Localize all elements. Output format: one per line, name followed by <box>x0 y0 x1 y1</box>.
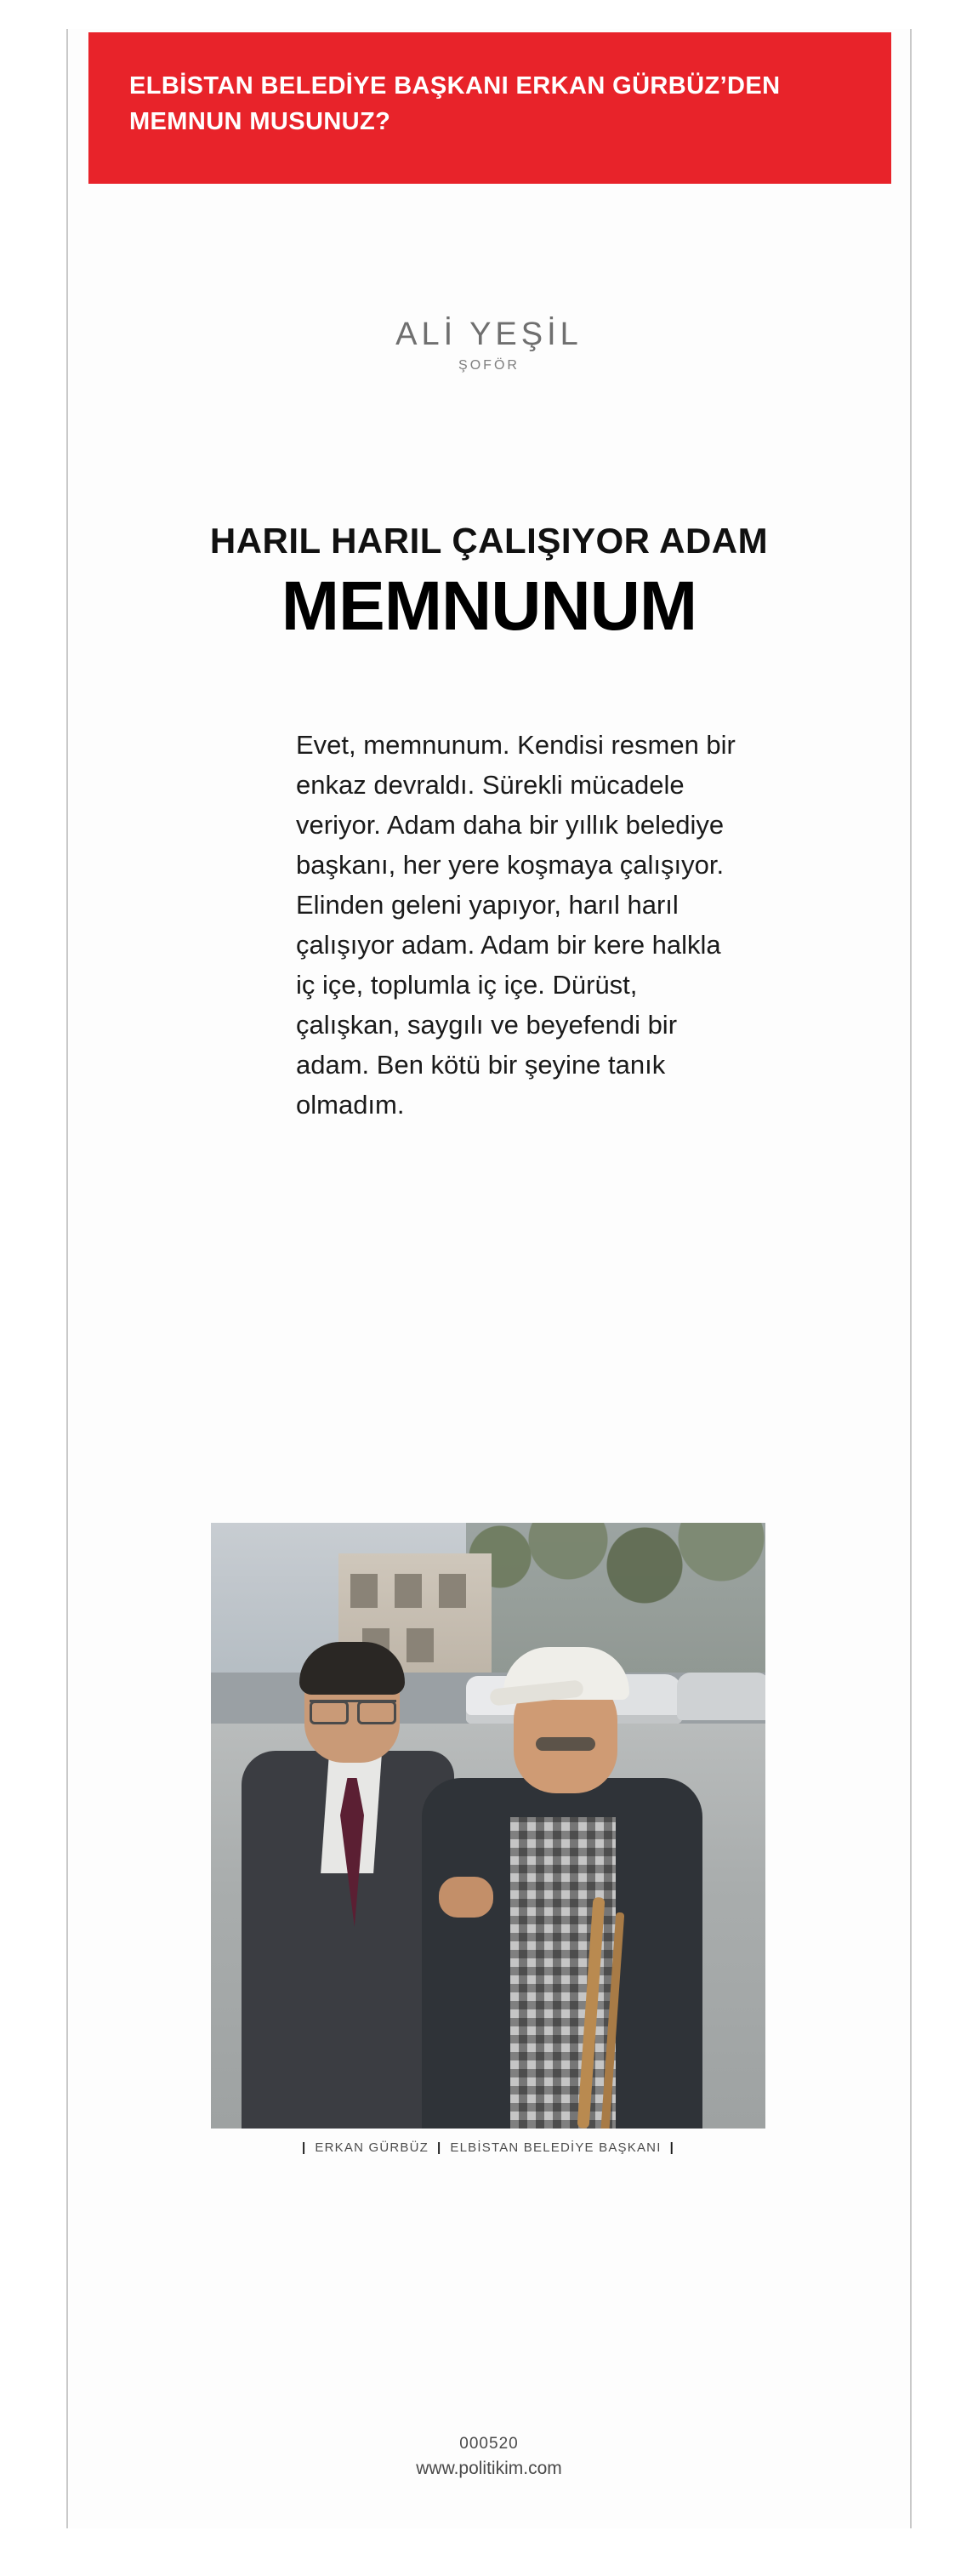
byline <box>0 316 978 373</box>
byline-role: ŞOFÖR <box>458 358 520 373</box>
footer-website[interactable]: www.politikim.com <box>416 2459 562 2478</box>
photo-citizen-cap <box>503 1647 629 1700</box>
photo-image <box>211 1523 765 2129</box>
photo-caption <box>211 2140 765 2155</box>
byline-name: ALİ YEŞİL <box>395 316 583 352</box>
caption-divider-left: | <box>302 2140 307 2155</box>
footer <box>0 2435 978 2479</box>
photo-figure <box>211 1523 765 2129</box>
headline-main: MEMNUNUM <box>281 567 697 645</box>
caption-divider-mid: | <box>437 2140 442 2155</box>
caption-divider-right: | <box>669 2140 674 2155</box>
header-banner <box>88 32 891 184</box>
photo-car <box>677 1673 765 1720</box>
caption-name: ERKAN GÜRBÜZ <box>315 2140 429 2155</box>
photo-citizen-moustache <box>536 1737 595 1751</box>
headline-kicker: HARIL HARIL ÇALIŞIYOR ADAM <box>209 521 769 561</box>
caption-title: ELBİSTAN BELEDİYE BAŞKANI <box>450 2140 662 2155</box>
photo-mayor-glasses <box>310 1700 396 1719</box>
photo-mayor-hair <box>299 1642 405 1695</box>
photo-citizen-shirt <box>510 1817 616 2129</box>
page-title: ELBİSTAN BELEDİYE BAŞKANI ERKAN GÜRBÜZ’DEN MEMNUN MUSUNUZ? <box>129 72 781 135</box>
article-body: Evet, memnunum. Kendisi resmen bir enkaz devraldı. Sürekli mücadele veriyor. Adam daha bir yıllık belediye başkanı, her yere koşmaya çalışıyor. Elinden geleni yapıyor, harıl harıl çalışıyor adam. Adam bir kere halkla iç içe, toplumla iç içe. Dürüst, çalışkan, saygılı ve beyefendi bir adam. Ben kötü bir şeyine tanık olmadım. <box>296 730 736 1120</box>
photo-hand <box>439 1877 493 1918</box>
footer-code: 000520 <box>459 2435 519 2453</box>
